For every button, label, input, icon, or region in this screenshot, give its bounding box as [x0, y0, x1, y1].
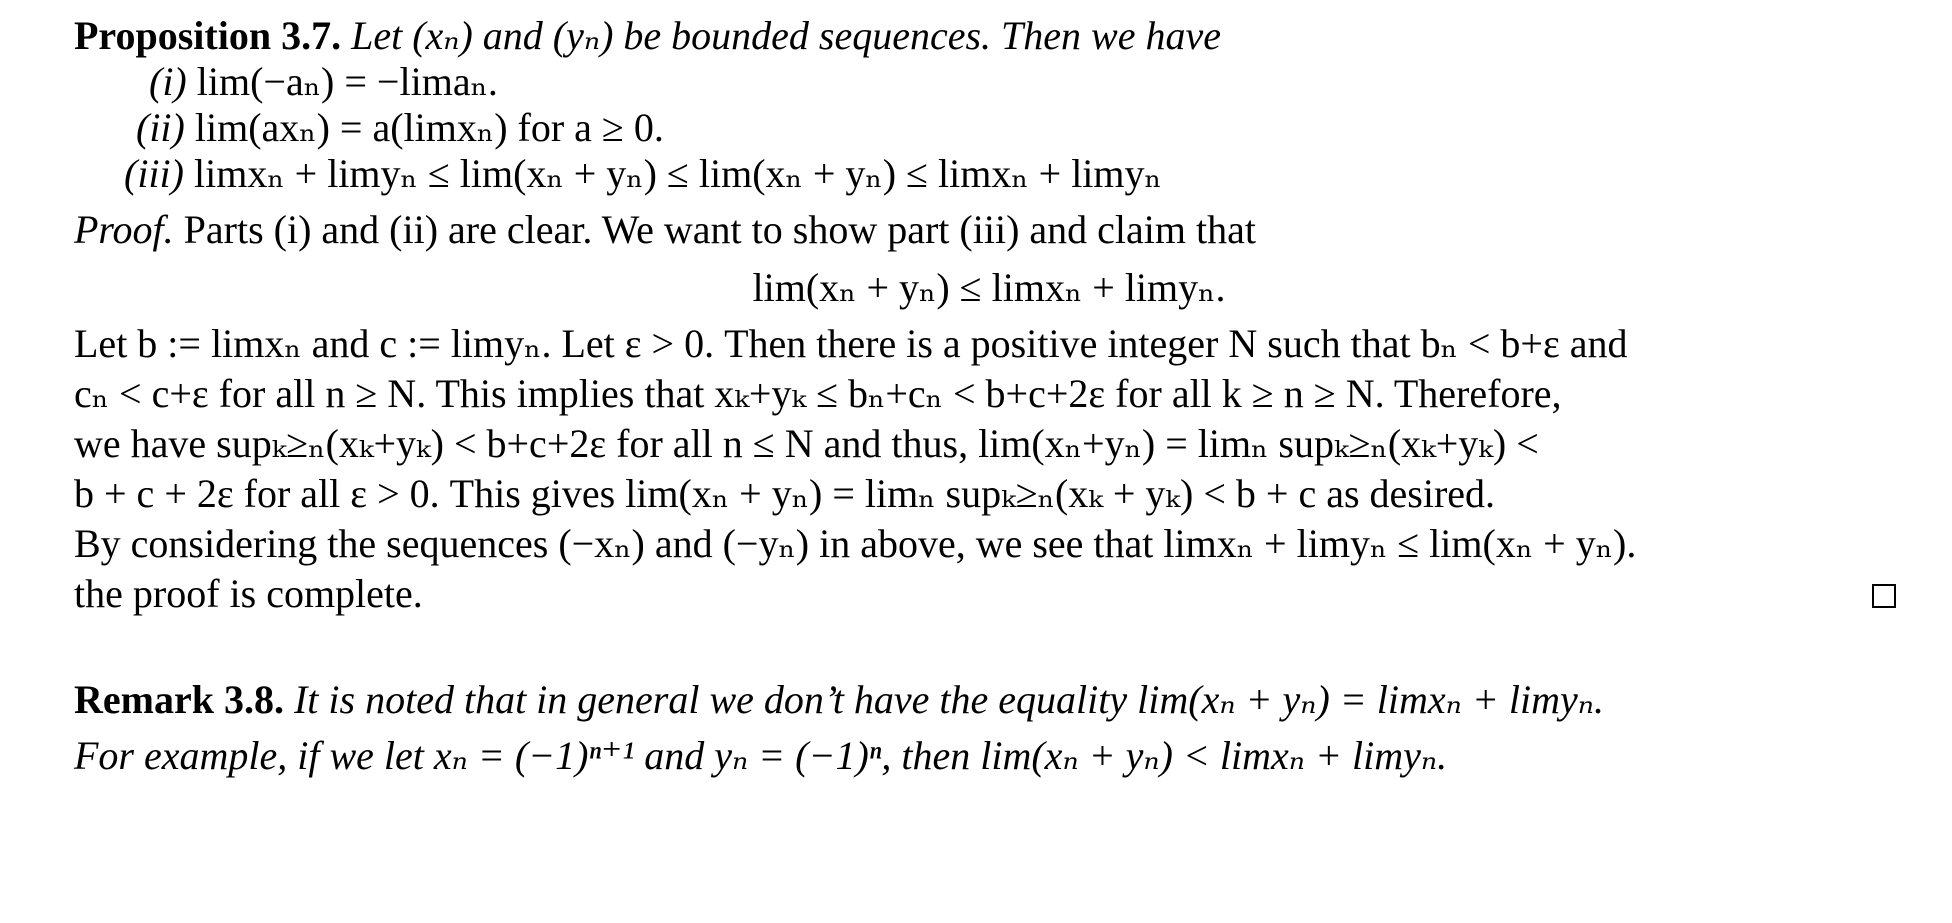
proof-line-5: By considering the sequences (−xₙ) and (−yₙ) in above, we see that limxₙ + limyₙ ≤ lim(xₙ + yₙ). — [74, 521, 1637, 566]
proof-label: Proof. — [74, 207, 174, 252]
proposition-heading: Proposition 3.7. — [74, 13, 342, 58]
remark-line-2 — [74, 734, 1447, 778]
remark-heading: Remark 3.8. — [74, 677, 284, 722]
remark-line-1 — [74, 678, 1604, 722]
item-label: (i) — [149, 59, 187, 104]
item-formula: lim(axₙ) = a(limxₙ) for a ≥ 0. — [194, 105, 664, 150]
proposition-item-ii — [136, 106, 664, 150]
proposition-text: Let (xₙ) and (yₙ) be bounded sequences. Then we have — [351, 13, 1221, 58]
proposition-item-iii — [124, 152, 1162, 196]
proof-line-6: the proof is complete. — [74, 571, 423, 616]
proof-line-3: we have supₖ≥ₙ(xₖ+yₖ) < b+c+2ε for all n ≤ N and thus, lim(xₙ+yₙ) = limₙ supₖ≥ₙ(xₖ+yₖ) < — [74, 421, 1539, 466]
proof-line-4: b + c + 2ε for all ε > 0. This gives lim(xₙ + yₙ) = limₙ supₖ≥ₙ(xₖ + yₖ) < b + c as desired. — [74, 471, 1496, 516]
proof-line-2: cₙ < c+ε for all n ≥ N. This implies that xₖ+yₖ ≤ bₙ+cₙ < b+c+2ε for all k ≥ n ≥ N. Therefore, — [74, 371, 1562, 416]
item-formula: limxₙ + limyₙ ≤ lim(xₙ + yₙ) ≤ lim(xₙ + yₙ) ≤ limxₙ + limyₙ — [193, 151, 1162, 196]
item-label: (iii) — [124, 151, 184, 196]
proof-intro-text: Parts (i) and (ii) are clear. We want to show part (iii) and claim that — [183, 207, 1256, 252]
remark-text-1: It is noted that in general we don’t have the equality lim(xₙ + yₙ) = limxₙ + limyₙ. — [293, 677, 1604, 722]
proposition-statement — [74, 14, 1221, 58]
proposition-item-i — [149, 60, 498, 104]
item-formula: lim(−aₙ) = −limaₙ. — [196, 59, 498, 104]
display-formula: lim(xₙ + yₙ) ≤ limxₙ + limyₙ. — [752, 265, 1226, 310]
proof-line-1: Let b := limxₙ and c := limyₙ. Let ε > 0. Then there is a positive integer N such that bₙ < b+ε and — [74, 321, 1628, 366]
remark-text-2: For example, if we let xₙ = (−1)ⁿ⁺¹ and yₙ = (−1)ⁿ, then lim(xₙ + yₙ) < limxₙ + limyₙ. — [74, 733, 1448, 778]
qed-square-icon — [1872, 584, 1896, 608]
proof-intro — [74, 208, 1256, 252]
item-label: (ii) — [136, 105, 185, 150]
